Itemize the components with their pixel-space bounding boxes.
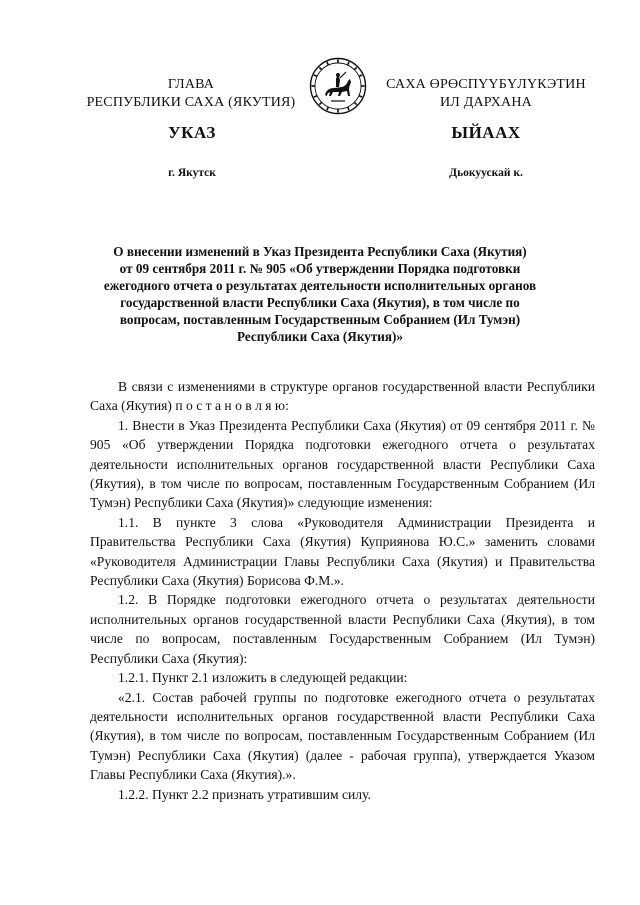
issuer-left-line1: ГЛАВА xyxy=(167,77,215,92)
body-paragraph-preamble: В связи с изменениями в структуре органов государственной власти Республики Саха (Якутия) п о с т а н о в л я ю: xyxy=(90,379,595,414)
city-left: г. Якутск xyxy=(168,167,216,179)
body-paragraph-item-1: 1. Внести в Указ Президента Республики Саха (Якутия) от 09 сентября 2011 г. № 905 «Об утверждении Порядка подготовки ежегодного отчета о результатах деятельности исполнительных органов государственной власти Республики Саха (Якутия), в том числе по вопросам, поставленным Государственным Собранием (Ил Тумэн) Республики Саха (Якутия)» следующие изменения: xyxy=(90,417,595,511)
title-line: вопросам, поставленным Государственным Собранием (Ил Тумэн) xyxy=(119,312,521,327)
issuer-right-line2: ИЛ ДАРХАНА xyxy=(439,95,532,110)
title-line: О внесении изменений в Указ Президента Республики Саха (Якутия) xyxy=(113,244,527,259)
issuer-right-line1: САХА ӨРӨСПҮҮБҮЛҮКЭТИН xyxy=(386,77,586,92)
body-paragraph-quoted-2-1: «2.1. Состав рабочей группы по подготовке ежегодного отчета о результатах деятельности исполнительных органов государственной власти Республики Саха (Якутия), в том числе по вопросам, поставленным Государственным Собранием (Ил Тумэн) Республики Саха (Якутия) (далее - рабочая группа), утверждается Указом Главы Республики Саха (Якутия).». xyxy=(90,689,595,783)
title-line: от 09 сентября 2011 г. № 905 «Об утверждении Порядка подготовки xyxy=(119,261,521,276)
body-paragraph-item-1-1: 1.1. В пункте 3 слова «Руководителя Администрации Президента и Правительства Республики Саха (Якутия) Куприянова Ю.С.» заменить словами «Руководителя Администрации Главы Республики Саха (Якутия) и Правительства Республики Саха (Якутия) Борисова Ф.М.». xyxy=(90,514,595,589)
title-line: государственной власти Республики Саха (Якутия), в том числе по xyxy=(120,295,520,310)
issuer-right-block xyxy=(371,76,601,112)
body-paragraph-item-1-2-2: 1.2.2. Пункт 2.2 признать утратившим силу. xyxy=(118,786,371,802)
body-paragraph-item-1-2-1: 1.2.1. Пункт 2.1 изложить в следующей редакции: xyxy=(118,670,408,686)
doc-type-left: УКАЗ xyxy=(168,123,216,142)
document-title xyxy=(90,243,550,345)
issuer-left-line2: РЕСПУБЛИКИ САХА (ЯКУТИЯ) xyxy=(86,95,296,110)
doc-type-right: ЫЙААХ xyxy=(451,123,521,142)
title-line: ежегодного отчета о результатах деятельности исполнительных органов xyxy=(103,278,537,293)
coat-of-arms-sakha-icon xyxy=(309,57,367,115)
body-paragraph-item-1-2: 1.2. В Порядке подготовки ежегодного отчета о результатах деятельности исполнительных органов государственной власти Республики Саха (Якутия), в том числе по вопросам, поставленным Государственным Собранием (Ил Тумэн) Республики Саха (Якутия): xyxy=(90,592,595,666)
city-right: Дьокуускай к. xyxy=(449,167,523,179)
title-line: Республики Саха (Якутия)» xyxy=(236,329,404,344)
document-body xyxy=(90,377,595,804)
issuer-left-block xyxy=(76,76,306,112)
